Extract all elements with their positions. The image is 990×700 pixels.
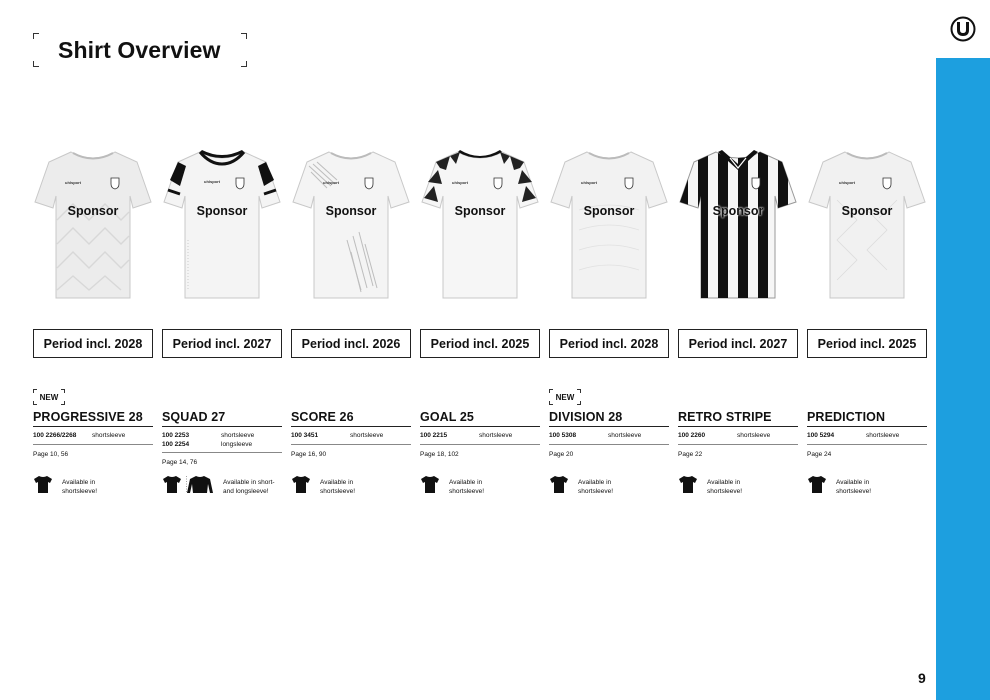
brand-logo-icon: [950, 16, 976, 42]
period-label: Period incl. 2028: [549, 329, 669, 358]
sleeve-type: shortsleeve: [737, 432, 771, 439]
article-number: 100 3451: [291, 432, 319, 439]
availability-line-1: Available in: [449, 479, 483, 486]
shirt-card-prediction: [807, 140, 927, 500]
shirt-card-squad-27: [162, 140, 282, 500]
availability-line-2: shortsleeve!: [836, 487, 872, 495]
shirt-image: [291, 140, 411, 305]
sponsor-placeholder: Sponsor: [325, 204, 377, 218]
period-label: Period incl. 2027: [678, 329, 798, 358]
title-frame: [33, 33, 247, 67]
period-label: Period incl. 2026: [291, 329, 411, 358]
availability-note: [578, 479, 613, 496]
svg-text:uhlsport: uhlsport: [65, 180, 81, 185]
svg-text:uhlsport: uhlsport: [204, 179, 220, 184]
page-reference: Page 24: [807, 451, 832, 458]
availability-line-1: Available in: [578, 479, 612, 486]
shirt-image: [678, 140, 798, 305]
sleeve-type-long: longsleeve: [221, 440, 253, 448]
shortsleeve-shirt-icon: [291, 474, 311, 494]
divider: [549, 426, 669, 427]
divider: [420, 426, 540, 427]
shortsleeve-shirt-icon: [162, 474, 182, 494]
sleeve-type: shortsleeve: [479, 432, 513, 439]
period-label: Period incl. 2027: [162, 329, 282, 358]
page-reference: Page 14, 76: [162, 459, 198, 466]
shirt-card-progressive-28: [33, 140, 153, 500]
page-reference: Page 18, 102: [420, 451, 459, 458]
product-name: SQUAD 27: [162, 410, 226, 424]
availability-note: [223, 479, 275, 496]
divider: [162, 452, 282, 453]
shirt-card-score-26: [291, 140, 411, 500]
page-number: 9: [918, 670, 926, 686]
product-name: PROGRESSIVE 28: [33, 410, 143, 424]
availability-note: [707, 479, 742, 496]
shirt-card-division-28: [549, 140, 669, 500]
divider: [549, 444, 669, 445]
availability-note: [320, 479, 355, 496]
availability-line-1: Available in short-: [223, 479, 275, 486]
svg-text:uhlsport: uhlsport: [452, 180, 468, 185]
new-badge: [33, 389, 65, 405]
availability-note: [62, 479, 97, 496]
availability-line-1: Available in: [836, 479, 870, 486]
new-badge-text: NEW: [555, 392, 575, 402]
sponsor-placeholder: Sponsor: [454, 204, 506, 218]
article-number: 100 2266/2268: [33, 432, 77, 439]
availability-line-2: shortsleeve!: [320, 487, 356, 495]
shortsleeve-shirt-icon: [420, 474, 440, 494]
period-label: Period incl. 2028: [33, 329, 153, 358]
page-reference: Page 10, 56: [33, 451, 69, 458]
sponsor-placeholder: Sponsor: [67, 204, 119, 218]
divider: [162, 426, 282, 427]
divider: [678, 444, 798, 445]
page-title: Shirt Overview: [58, 37, 221, 63]
page-reference: Page 16, 90: [291, 451, 327, 458]
availability-line-1: Available in: [62, 479, 96, 486]
availability-line-1: Available in: [707, 479, 741, 486]
period-label: Period incl. 2025: [420, 329, 540, 358]
sleeve-type: shortsleeve: [92, 432, 126, 439]
availability-line-1: Available in: [320, 479, 354, 486]
shirt-image: [420, 140, 540, 305]
new-badge-text: NEW: [39, 392, 59, 402]
sponsor-placeholder: Sponsor: [841, 204, 893, 218]
sleeve-type: shortsleeve: [350, 432, 384, 439]
divider: [807, 444, 927, 445]
page-reference: Page 20: [549, 451, 574, 458]
shortsleeve-shirt-icon: [807, 474, 827, 494]
sponsor-placeholder: Sponsor: [196, 204, 248, 218]
product-name: GOAL 25: [420, 410, 474, 424]
shortsleeve-shirt-icon: [549, 474, 569, 494]
availability-note: [836, 479, 871, 496]
article-number: 100 2215: [420, 432, 448, 439]
divider: [33, 444, 153, 445]
svg-text:uhlsport: uhlsport: [839, 180, 855, 185]
shirt-card-goal-25: [420, 140, 540, 500]
svg-text:uhlsport: uhlsport: [581, 180, 597, 185]
article-number-long: 100 2254: [162, 440, 190, 448]
availability-line-2: shortsleeve!: [62, 487, 98, 495]
period-label: Period incl. 2025: [807, 329, 927, 358]
sponsor-placeholder: Sponsor: [583, 204, 635, 218]
shirt-card-retro-stripe: [678, 140, 798, 500]
product-name: RETRO STRIPE: [678, 410, 772, 424]
shirt-image: [33, 140, 153, 305]
longsleeve-shirt-icon: [186, 474, 214, 494]
product-name: DIVISION 28: [549, 410, 623, 424]
page-reference: Page 22: [678, 451, 703, 458]
divider: [291, 444, 411, 445]
side-accent-bar: [936, 58, 990, 700]
sponsor-placeholder: Sponsor: [712, 204, 764, 218]
availability-line-2: shortsleeve!: [707, 487, 743, 495]
divider: [33, 426, 153, 427]
shortsleeve-shirt-icon: [678, 474, 698, 494]
availability-line-2: and longsleeve!: [223, 487, 269, 495]
shirt-image: [162, 140, 282, 305]
shirt-image: [549, 140, 669, 305]
product-name: PREDICTION: [807, 410, 886, 424]
divider: [678, 426, 798, 427]
sleeve-type: [221, 432, 254, 449]
svg-text:uhlsport: uhlsport: [323, 180, 339, 185]
availability-note: [449, 479, 484, 496]
shortsleeve-shirt-icon: [33, 474, 53, 494]
product-name: SCORE 26: [291, 410, 354, 424]
availability-line-2: shortsleeve!: [449, 487, 485, 495]
sleeve-type-short: shortsleeve: [221, 432, 255, 439]
article-number: [162, 432, 189, 449]
availability-line-2: shortsleeve!: [578, 487, 614, 495]
article-number: 100 5294: [807, 432, 835, 439]
article-number-short: 100 2253: [162, 432, 190, 439]
new-badge: [549, 389, 581, 405]
divider: [291, 426, 411, 427]
sleeve-type: shortsleeve: [866, 432, 900, 439]
article-number: 100 5308: [549, 432, 577, 439]
divider: [807, 426, 927, 427]
article-number: 100 2260: [678, 432, 706, 439]
divider: [420, 444, 540, 445]
shirt-image: [807, 140, 927, 305]
sleeve-type: shortsleeve: [608, 432, 642, 439]
